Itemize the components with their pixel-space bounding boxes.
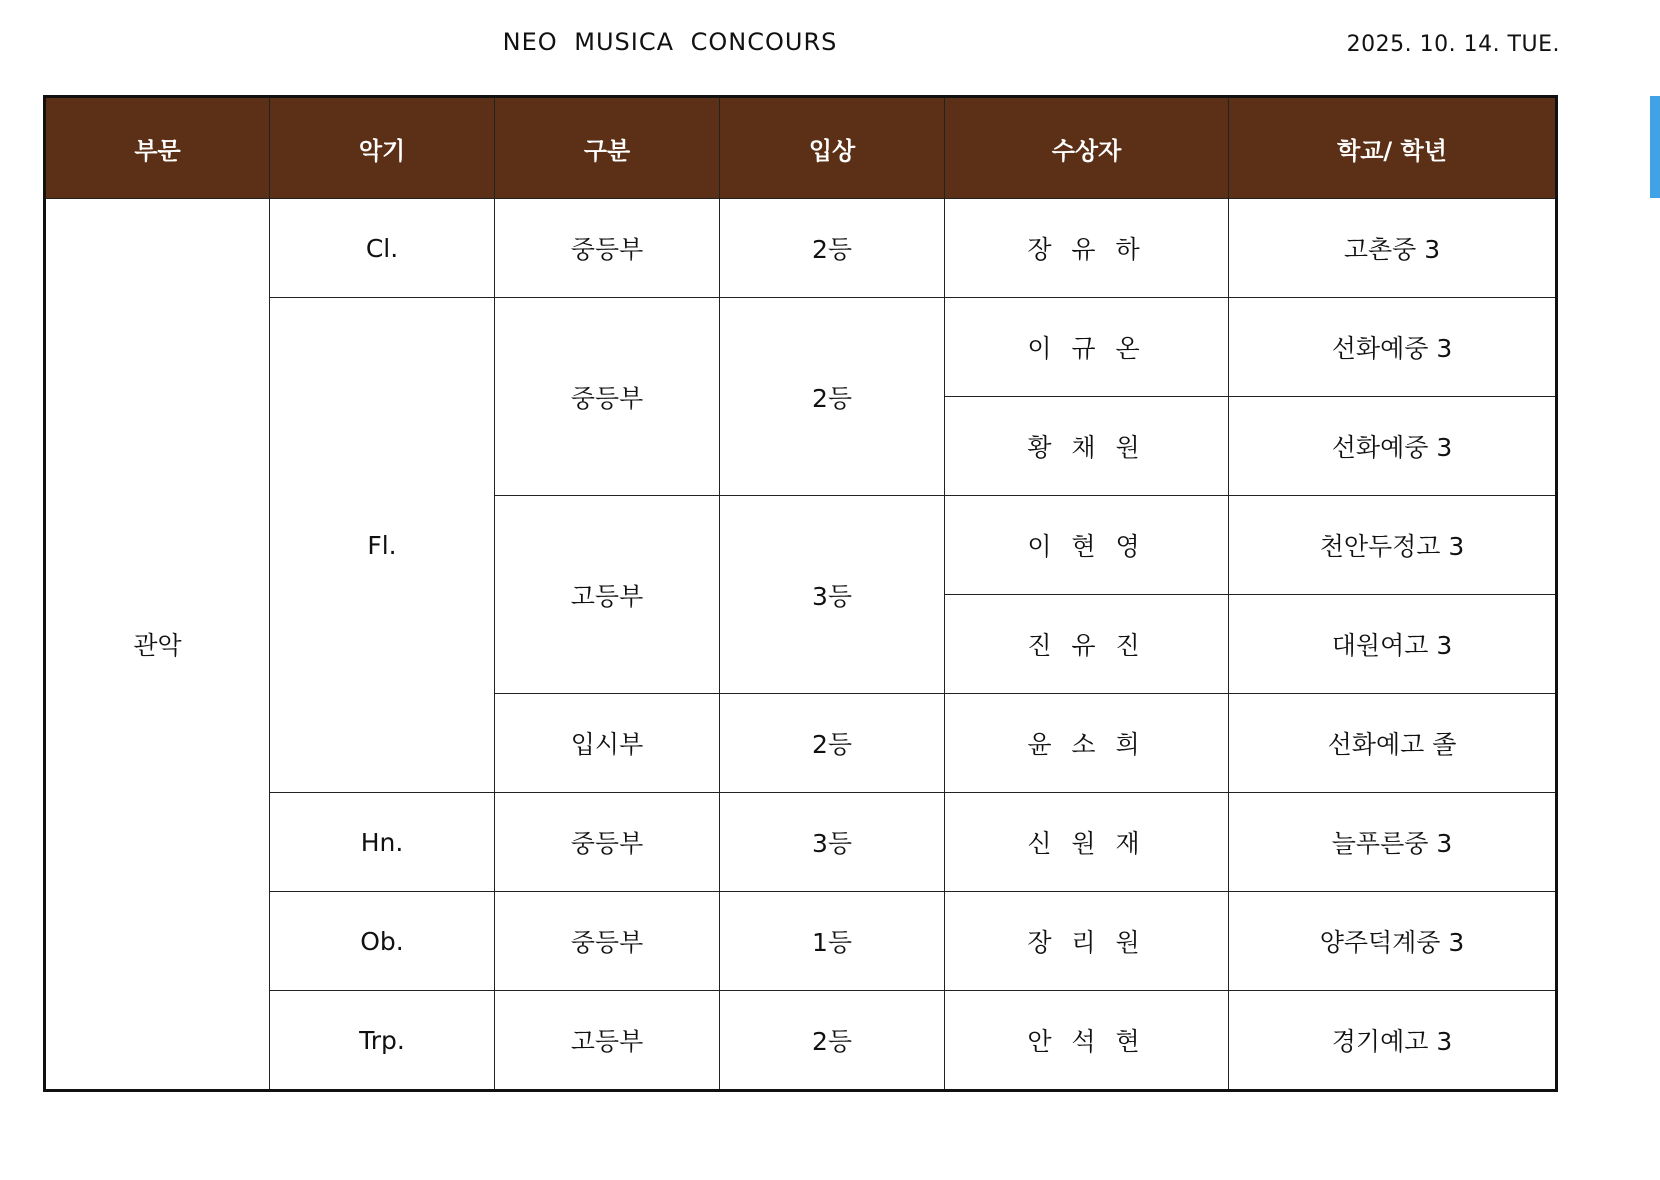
award-cell: 2등 (720, 199, 945, 298)
instrument-cell: Cl. (270, 199, 495, 298)
award-cell: 2등 (720, 694, 945, 793)
winner-cell: 장 유 하 (945, 199, 1229, 298)
side-accent-bar (1650, 96, 1660, 198)
results-table (43, 95, 1558, 1092)
document-title: NEO MUSICA CONCOURS (502, 28, 838, 56)
school-cell: 늘푸른중 3 (1229, 793, 1557, 892)
school-cell: 대원여고 3 (1229, 595, 1557, 694)
award-cell: 2등 (720, 298, 945, 496)
instrument-cell: Trp. (270, 991, 495, 1091)
column-header-section: 부문 (45, 97, 270, 199)
instrument-cell: Fl. (270, 298, 495, 793)
column-header-school-grade: 학교/ 학년 (1229, 97, 1557, 199)
school-cell: 경기예고 3 (1229, 991, 1557, 1091)
division-cell: 중등부 (495, 892, 720, 991)
winner-cell: 황 채 원 (945, 397, 1229, 496)
school-cell: 양주덕계중 3 (1229, 892, 1557, 991)
division-cell: 입시부 (495, 694, 720, 793)
winner-cell: 윤 소 희 (945, 694, 1229, 793)
section-cell: 관악 (45, 199, 270, 1091)
award-cell: 3등 (720, 496, 945, 694)
school-cell: 고촌중 3 (1229, 199, 1557, 298)
division-cell: 중등부 (495, 199, 720, 298)
school-cell: 선화예중 3 (1229, 397, 1557, 496)
award-cell: 3등 (720, 793, 945, 892)
winner-cell: 이 현 영 (945, 496, 1229, 595)
division-cell: 고등부 (495, 496, 720, 694)
table-row (45, 793, 1557, 892)
school-cell: 선화예중 3 (1229, 298, 1557, 397)
winner-cell: 장 리 원 (945, 892, 1229, 991)
division-cell: 고등부 (495, 991, 720, 1091)
winner-cell: 신 원 재 (945, 793, 1229, 892)
table-row (45, 892, 1557, 991)
table-row (45, 991, 1557, 1091)
division-cell: 중등부 (495, 793, 720, 892)
table-row (45, 298, 1557, 397)
column-header-instrument: 악기 (270, 97, 495, 199)
instrument-cell: Ob. (270, 892, 495, 991)
column-header-division: 구분 (495, 97, 720, 199)
division-cell: 중등부 (495, 298, 720, 496)
table-header-row (45, 97, 1557, 199)
column-header-award: 입상 (720, 97, 945, 199)
school-cell: 선화예고 졸 (1229, 694, 1557, 793)
winner-cell: 안 석 현 (945, 991, 1229, 1091)
winner-cell: 진 유 진 (945, 595, 1229, 694)
column-header-winner: 수상자 (945, 97, 1229, 199)
school-cell: 천안두정고 3 (1229, 496, 1557, 595)
instrument-cell: Hn. (270, 793, 495, 892)
document-date: 2025. 10. 14. TUE. (1346, 32, 1560, 57)
award-cell: 2등 (720, 991, 945, 1091)
award-cell: 1등 (720, 892, 945, 991)
winner-cell: 이 규 온 (945, 298, 1229, 397)
table-row (45, 199, 1557, 298)
